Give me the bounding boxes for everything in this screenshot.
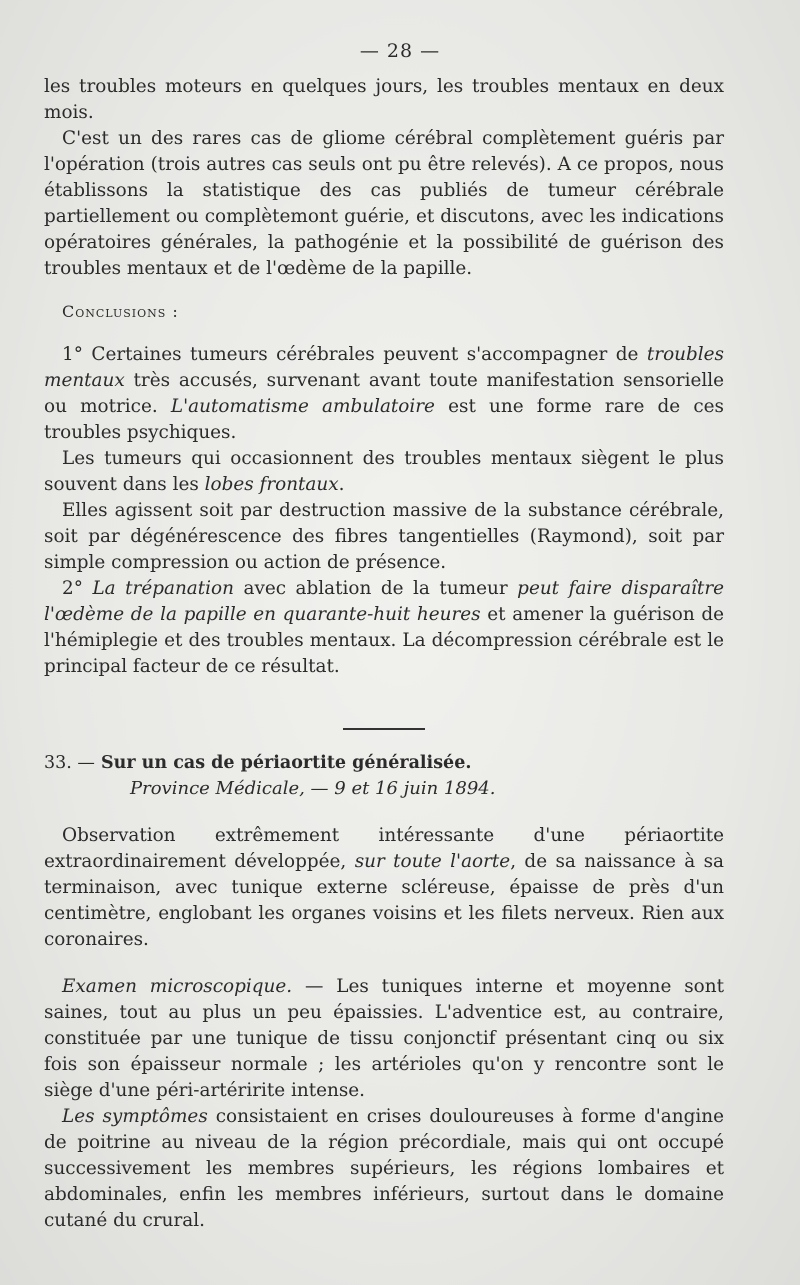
italic-run: L'automatisme ambulatoire	[170, 396, 435, 417]
divider-line	[343, 728, 425, 730]
italic-run: sur toute l'aorte	[354, 851, 511, 872]
italic-run: Les symptômes	[62, 1106, 208, 1127]
article-symptoms	[44, 1104, 724, 1234]
conclusions-heading	[44, 299, 724, 325]
italic-run: peut faire disparaître l'œdème de la papille en quarante-huit heures	[44, 578, 724, 625]
conclusion-1	[44, 342, 724, 446]
conclusion-2	[44, 576, 724, 680]
text-run: 2°	[62, 578, 93, 599]
article-number: 33. —	[44, 753, 95, 773]
text-run: Observation extrêmement intéressante d'une périaortite extraordinairement développée,	[44, 825, 724, 872]
conclusions-heading-text: Conclusions :	[62, 302, 179, 321]
page-number: — 28 —	[359, 40, 441, 62]
text-run: avec ablation de la tumeur	[233, 578, 518, 599]
section-divider	[44, 680, 724, 750]
conclusion-lobes	[44, 446, 724, 498]
text-run: , de sa naissance à sa terminaison, avec tunique externe scléreuse, épaisse de près d'un centimètre, englobant les organes voisins et les filets nerveux. Rien aux coronaires.	[44, 851, 725, 950]
article-source: Province Médicale, — 9 et 16 juin 1894.	[130, 778, 496, 799]
article-title: Sur un cas de périaortite généralisée.	[101, 753, 472, 773]
text-run: — Les tuniques interne et moyenne sont saines, tout au plus un peu épaissies. L'adventice est, au contraire, constituée par une tunique de tissu conjonctif présentant cinq ou six fois son épaisseur normale ; les artérioles qu'on y rencontre sont le siège d'une péri-artéririte intense.	[44, 976, 724, 1101]
italic-run: troubles mentaux	[44, 344, 724, 391]
text-run: très accusés, survenant avant toute manifestation sensorielle ou motrice.	[44, 370, 724, 417]
italic-run: Examen microscopique.	[62, 976, 293, 997]
text-run: est une forme rare de ces troubles psychiques.	[44, 396, 724, 443]
paragraph-continuation: les troubles moteurs en quelques jours, les troubles mentaux en deux mois.	[44, 76, 724, 123]
italic-run: La trépanation	[92, 578, 234, 599]
text-run: 1° Certaines tumeurs cérébrales peuvent s'accompagner de	[62, 344, 647, 365]
text-run: Les tumeurs qui occasionnent des troubles mentaux siègent le plus souvent dans les	[44, 448, 724, 495]
article-observation	[44, 823, 724, 953]
paragraph-case-summary: C'est un des rares cas de gliome cérébral complètement guéris par l'opération (trois autres cas seuls ont pu être relevés). A ce propos, nous établissons la statistique des cas publiés de tumeur cérébrale partiellement ou complètemont guérie, et discutons, avec les indications opératoires générales, la pathogénie et la possibilité de guérison des troubles mentaux et de l'œdème de la papille.	[44, 128, 724, 279]
italic-run: lobes frontaux	[204, 474, 339, 495]
conclusion-mechanism: Elles agissent soit par destruction massive de la substance cérébrale, soit par dégénérescence des fibres tangentielles (Raymond), soit par simple compression ou action de présence.	[44, 500, 724, 573]
article-microscopy	[44, 974, 724, 1104]
article-heading	[44, 750, 724, 776]
text-run: consistaient en crises douloureuses à forme d'angine de poitrine au niveau de la région précordiale, mais qui ont occupé successivement les membres supérieurs, les régions lombaires et abdominales, enfin les membres inférieurs, surtout dans le domaine cutané du crural.	[44, 1106, 724, 1231]
text-run: et amener la guérison de l'hémiplegie et des troubles mentaux. La décompression cérébrale est le principal facteur de ce résultat.	[44, 604, 724, 677]
text-run: .	[338, 474, 345, 495]
page-body	[44, 74, 724, 1234]
